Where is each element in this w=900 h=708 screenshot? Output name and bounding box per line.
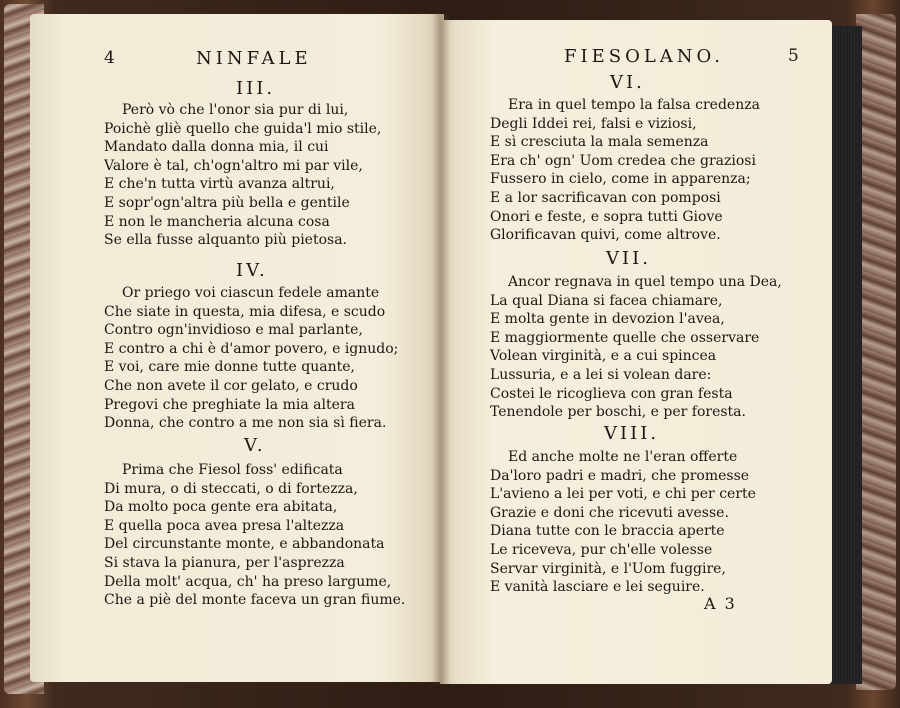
verse-line: Onori e feste, e sopra tutti Giove [490, 208, 723, 225]
verse-line: Ancor regnava in quel tempo una Dea, [508, 274, 782, 290]
signature-mark: A 3 [704, 594, 737, 613]
right-cover-board [856, 14, 896, 690]
stanza-number: III. [236, 78, 276, 99]
verse-line: Glorificavan quivi, come altrove. [490, 227, 721, 244]
verse-line: Contro ogn'invidioso e mal parlante, [104, 322, 363, 339]
verse-line: Di mura, o di steccati, o di fortezza, [104, 480, 358, 497]
verse-line: Da molto poca gente era abitata, [104, 499, 338, 516]
verse-line: Or priego voi ciascun fedele amante [122, 285, 380, 301]
verse-line: Lussuria, e a lei si volean dare: [490, 366, 712, 383]
stanza [104, 461, 405, 610]
verse-line: E voi, care mie donne tutte quante, [104, 359, 355, 376]
verse-line: Era in quel tempo la falsa credenza [508, 97, 760, 113]
verse-line: Si stava la pianura, per l'asprezza [104, 554, 345, 571]
page-number: 5 [788, 46, 799, 66]
verse-line: Da'loro padri e madri, che promesse [490, 467, 750, 484]
verse-line: E maggiormente quelle che osservare [490, 329, 760, 346]
verse-line: Donna, che contro a me non sia sì fiera. [104, 415, 387, 432]
verse-line: L'avieno a lei per voti, e chi per certe [490, 486, 756, 503]
verse-line: E sì cresciuta la mala semenza [490, 134, 709, 151]
verse-line: Costei le ricoglieva con gran festa [490, 385, 733, 402]
verse-line: Tenendole per boschi, e per foresta. [490, 404, 746, 421]
stanza [104, 101, 381, 250]
verse-line: Le riceveva, pur ch'elle volesse [490, 541, 713, 558]
stanza-number: IV. [236, 260, 268, 281]
verse-line: E a lor sacrificavan con pomposi [490, 189, 721, 206]
running-head: NINFALE [196, 48, 312, 69]
verse-line: Che siate in questa, mia difesa, e scudo [104, 303, 386, 320]
verse-line: Valore è tal, ch'ogn'altro mi par vile, [104, 157, 363, 174]
stanza [490, 448, 756, 597]
stanza [490, 96, 760, 245]
verse-line: Pregovi che preghiate la mia altera [104, 396, 355, 413]
verse-line: E molta gente in devozion l'avea, [490, 311, 725, 328]
verse-line: Della molt' acqua, ch' ha preso largume, [104, 573, 392, 590]
book-gutter [432, 14, 450, 684]
verse-line: E vanità lasciare e lei seguire. [490, 579, 705, 596]
verse-line: Del circunstante monte, e abbandonata [104, 536, 385, 553]
page-number: 4 [104, 48, 115, 68]
stanza-number: V. [244, 435, 266, 456]
verse-line: Poichè gliè quello che guida'l mio stile, [104, 120, 382, 137]
stanza-number: VII. [606, 248, 651, 269]
verse-line: Fussero in cielo, come in apparenza; [490, 171, 751, 188]
verse-line: E non le mancheria alcuna cosa [104, 213, 330, 230]
stanza [104, 284, 398, 433]
verse-line: Era ch' ogn' Uom credea che graziosi [490, 152, 756, 169]
right-page [440, 20, 832, 684]
verse-line: Servar virginità, e l'Uom fuggire, [490, 560, 726, 577]
verse-line: Diana tutte con le braccia aperte [490, 523, 725, 540]
verse-line: E che'n tutta virtù avanza altrui, [104, 176, 335, 193]
verse-line: Ed anche molte ne l'eran offerte [508, 449, 738, 465]
stanza [490, 273, 782, 422]
stanza-number: VIII. [604, 423, 660, 444]
verse-line: E quella poca avea presa l'altezza [104, 517, 345, 534]
verse-line: Grazie e doni che ricevuti avesse. [490, 504, 729, 521]
verse-line: E contro a chi è d'amor povero, e ignudo; [104, 340, 399, 357]
verse-line: Che a piè del monte faceva un gran fiume. [104, 592, 406, 609]
verse-line: Però vò che l'onor sia pur di lui, [122, 102, 349, 118]
verse-line: Prima che Fiesol foss' edificata [122, 462, 343, 478]
verse-line: Se ella fusse alquanto più pietosa. [104, 232, 348, 249]
stanza-number: VI. [610, 72, 645, 93]
verse-line: Mandato dalla donna mia, il cui [104, 139, 329, 156]
left-page [30, 14, 444, 682]
verse-line: Degli Iddei rei, falsi e viziosi, [490, 115, 697, 132]
verse-line: E sopr'ogn'altra più bella e gentile [104, 194, 350, 211]
verse-line: Volean virginità, e a cui spincea [490, 348, 717, 365]
running-head: FIESOLANO. [564, 46, 724, 67]
verse-line: Che non avete il cor gelato, e crudo [104, 377, 358, 394]
verse-line: La qual Diana si facea chiamare, [490, 292, 723, 309]
